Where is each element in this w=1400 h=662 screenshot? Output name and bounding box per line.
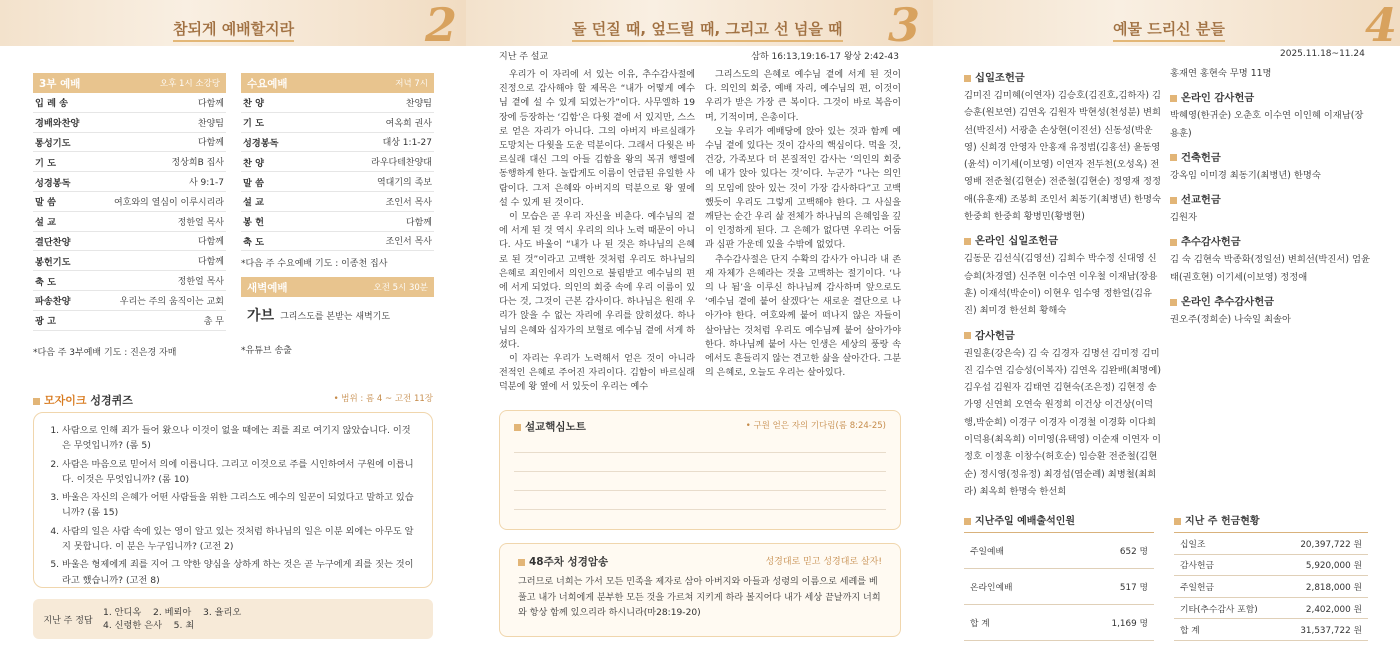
page2-number: 2 [425, 0, 458, 52]
attendance-tag-icon [964, 518, 971, 525]
note-tag-icon [514, 424, 521, 431]
schedule-row [33, 113, 226, 133]
donor-group-heading [1170, 89, 1370, 104]
row-value: 다함께 [197, 138, 224, 149]
donor-names: 김미진 김미혜(이연자) 김승호(김진호,김하자) 김승훈(원보연) 김연옥 김원자 박현성(천성분) 변희선(박진서) 서광춘 손상현(이진선) 신동성(박운영) 신희경 안영자 안홍재 유정범(김홍선) 윤동영(윤석) 이기세(이보영) 이연자 전두천(오성옥) 전영배 전준철(김현순) 전준철(김현순) 정영재 정정애(유훈재) 조봉희 조인서 최동기(최병년) 한명숙 한중희 한중희 황병민(황병현) [964, 90, 1161, 223]
schedule-row [33, 152, 226, 172]
page3-title: 돌 던질 때, 엎드릴 때, 그리고 선 넘을 때 [572, 18, 843, 42]
offering-tag-icon [1174, 518, 1181, 525]
schedule-row [241, 133, 434, 153]
row-value: 다함께 [197, 257, 224, 268]
row-value: 정상희B 집사 [171, 158, 224, 169]
group-tag-icon [1170, 239, 1177, 246]
quiz-tag-icon [33, 398, 40, 405]
row-label: 설 교 [35, 217, 56, 229]
stat-row [964, 605, 1154, 641]
sermon-label: 지난 주 설교 [499, 52, 549, 62]
row-value: 찬양팀 [197, 118, 224, 129]
sermon-column-2 [705, 68, 901, 380]
service3-table [33, 73, 226, 358]
schedule-row [241, 113, 434, 133]
group-tag-icon [964, 332, 971, 339]
sermon-paragraph: 이 자리는 우리가 노력해서 얻은 것이 아니라 전적인 은혜로 주어진 자리이다. 김함이 바르실래 덕분에 왕 옆에 서 있듯이 우리는 예수 [499, 354, 695, 393]
group-title: 추수감사헌금 [1181, 236, 1241, 249]
donor-group-heading [1170, 149, 1370, 164]
stat-row [1174, 533, 1368, 555]
donor-names: 박혜영(한귀순) 오춘호 이수연 이인혜 이재남(장용훈) [1170, 110, 1364, 139]
verse-box [499, 543, 901, 637]
stat-label: 십일조 [1180, 539, 1206, 550]
offering-title: 지난 주 헌금현황 [1185, 516, 1260, 527]
note-title: 설교핵심노트 [525, 421, 586, 433]
stat-row [1174, 598, 1368, 620]
stat-value: 5,920,000 원 [1305, 561, 1362, 572]
offering-date: 2025.11.18~11.24 [1280, 49, 1365, 59]
group-tag-icon [1170, 197, 1177, 204]
donor-names: 홍재연 홍현숙 무명 11명 [1170, 68, 1272, 79]
donor-names: 강옥임 이미경 최동기(최병년) 한명숙 [1170, 169, 1321, 181]
row-label: 봉헌기도 [35, 256, 71, 268]
sermon-meta [499, 49, 899, 62]
group-title: 건축헌금 [1181, 151, 1221, 164]
schedule-row [33, 212, 226, 232]
group-tag-icon [964, 238, 971, 245]
row-label: 기 도 [35, 157, 56, 169]
row-label: 찬 양 [243, 98, 264, 110]
row-value: 정한얼 목사 [177, 217, 224, 228]
stat-label: 주일헌금 [1180, 582, 1214, 593]
donor-names: 김동문 김선식(김영선) 김희수 박수정 신대영 신승희(차경열) 신주현 이수연 이우철 이재남(장용훈) 이재석(박순이) 이현우 임수영 정한얼(김유진) 최미경 한선희 황해숙 [964, 253, 1158, 317]
page4-number: 4 [1365, 0, 1398, 52]
group-tag-icon [1170, 299, 1177, 306]
group-title: 십일조헌금 [975, 72, 1025, 84]
attendance-title: 지난주일 예배출석인원 [975, 516, 1076, 527]
row-label: 기 도 [243, 118, 264, 130]
row-value: 여호와의 열심이 이루시리라 [113, 197, 224, 208]
row-value: 대상 1:1-27 [382, 138, 432, 149]
service3-header: 3부 예배 오후 1시 소강당 [33, 73, 226, 93]
quiz-item: 5. 바울은 형제에게 죄를 지어 그 약한 양심을 상하게 하는 것은 곧 누구에게 죄를 짓는 것이라고 했습니까? (고전 8) [62, 557, 418, 588]
row-label: 결단찬양 [35, 236, 71, 248]
stat-row [964, 533, 1154, 569]
page4-title: 예물 드리신 분들 [1113, 18, 1225, 42]
verse-tag-icon [518, 559, 525, 566]
verse-text: 그러므로 너희는 가서 모든 민족을 제자로 삼아 아버지와 아들과 성령의 이름으로 세례를 베풀고 내가 너희에게 분부한 모든 것을 가르쳐 지키게 하라 볼지어다 내가 세상 끝날까지 너희와 항상 함께 있으리라 하시니라(마28:19-20) [518, 577, 881, 618]
stat-value: 517 명 [1119, 583, 1148, 593]
quiz-answer-bar [33, 599, 433, 639]
group-title: 선교헌금 [1181, 194, 1221, 207]
donor-group-heading [1170, 233, 1370, 248]
quiz-box [33, 412, 433, 588]
stat-value: 2,818,000 원 [1305, 582, 1362, 593]
donor-group-heading [1170, 293, 1370, 308]
row-value: 다함께 [197, 237, 224, 248]
donor-group-heading [964, 232, 1164, 247]
donor-names: 김원자 [1170, 212, 1197, 224]
row-label: 말 씀 [35, 197, 56, 209]
stat-row [964, 569, 1154, 605]
stat-value: 2,402,000 원 [1305, 604, 1362, 615]
schedule-row [33, 133, 226, 153]
quiz-range: • 범위 : 롬 4 ~ 고전 11장 [333, 394, 433, 404]
schedule-row [33, 172, 226, 192]
verse-title: 48주차 성경암송 [529, 556, 609, 568]
schedule-row [241, 232, 434, 252]
schedule-row [241, 93, 434, 113]
row-label: 경배와찬양 [35, 118, 80, 130]
row-value: 역대기의 족보 [376, 178, 432, 189]
stat-value: 1,169 명 [1111, 619, 1148, 629]
group-title: 감사헌금 [975, 329, 1015, 342]
row-label: 성경봉독 [243, 137, 279, 149]
quiz-item: 3. 바울은 자신의 은혜가 어떤 사람들을 위한 그리스도 예수의 일꾼이 되었다고 말하고 있습니까? (롬 15) [62, 490, 418, 521]
page3-number: 3 [888, 0, 921, 52]
schedule-row [33, 93, 226, 113]
wednesday-table [241, 73, 434, 356]
row-value: 조인서 목사 [385, 237, 432, 248]
wednesday-header: 수요예배 저녁 7시 [241, 73, 434, 93]
wednesday-note: *다음 주 수요예배 기도 : 이종천 집사 [241, 259, 388, 270]
schedule-row [33, 251, 226, 271]
quiz-item: 1. 사람으로 인해 죄가 들어 왔으나 이것이 없을 때에는 죄를 죄로 여기지 않았습니다. 이것은 무엇입니까? (롬 5) [62, 423, 418, 454]
dawn-logo-row [241, 297, 434, 333]
schedule-row [241, 172, 434, 192]
row-label: 통성기도 [35, 137, 71, 149]
answer-label: 지난 주 정답 [43, 615, 93, 626]
donor-names: 권일훈(강은숙) 김 숙 김경자 김명선 김미정 김미진 김수연 김승성(이복자) 김연옥 김완배(최명예) 김우섭 김원자 김태연 김현숙(조은정) 김현정 송가영 신연희 오연숙 원정희 이건상 이건상(이덕행,박순희) 이경구 이경자 이경철 이경화 이다희 이덕용(최옥희) 이미영(유택영) 이순재 이연자 이정호 이정훈 이창수(허호순) 임승환 전준철(김현순) 정시영(정유정) 최경섭(염순례) 최병철(최희라) 최옥희 한명숙 한선희 [964, 347, 1161, 497]
group-tag-icon [1170, 154, 1177, 161]
schedule-row [33, 291, 226, 311]
schedule-row [241, 212, 434, 232]
row-label: 입 례 송 [35, 98, 69, 110]
quiz-title: 성경퀴즈 [90, 394, 133, 407]
stat-label: 감사헌금 [1180, 561, 1214, 572]
stat-value: 31,537,722 원 [1300, 626, 1362, 637]
sermon-paragraph: 추수감사절은 단지 수확의 감사가 아니라 내 존재 자체가 은혜라는 것을 고백하는 절기이다. ‘나의 나 됨’을 이루신 하나님께 감사하며 앞으로도 ‘예수님 곁에 붙어 살겠다’는 새로운 결단으로 나아가야 한다. 여호와께 붙어 떠나지 않은 자들이 살아남는 것처럼 우리도 예수님께 붙어 살아가야 한다. 하나님께 붙어 사는 인생은 세상의 풍랑 속에서도 흔들리지 않는 견고한 삶을 살아간다. 그분의 은혜로, 오늘도 우리는 살아있다. [705, 254, 901, 379]
stat-value: 652 명 [1119, 547, 1148, 557]
schedule-row [241, 192, 434, 212]
service3-note: *다음 주 3부예배 기도 : 진은경 자매 [33, 347, 177, 358]
group-title: 온라인 추수감사헌금 [1181, 296, 1275, 309]
row-value: 총 무 [203, 316, 224, 327]
row-value: 다함께 [197, 98, 224, 109]
row-label: 찬 양 [243, 157, 264, 169]
row-label: 성경봉독 [35, 177, 71, 189]
quiz-item: 4. 사람의 일은 사람 속에 있는 영이 알고 있는 것처럼 하나님의 일은 이분 외에는 아무도 알지 못합니다. 이 분은 누구입니까? (고전 2) [62, 524, 418, 555]
attendance-table [964, 512, 1154, 641]
stat-label: 합 계 [1180, 626, 1200, 637]
row-label: 축 도 [35, 276, 56, 288]
row-value: 사 9:1-7 [188, 178, 224, 189]
sermon-reference: 삼하 16:13,19:16-17 왕상 2:42-43 [751, 52, 899, 62]
quiz-title-brand: 모자이크 [44, 394, 87, 407]
row-label: 말 씀 [243, 177, 264, 189]
donor-column-1 [964, 62, 1164, 500]
donor-group-heading [964, 69, 1164, 84]
dawn-logo: 가브 [247, 308, 275, 325]
dawn-header: 새벽예배 오전 5시 30분 [241, 277, 434, 297]
row-value: 라우다테찬양대 [371, 158, 432, 169]
schedule-row [33, 232, 226, 252]
row-value: 찬양팀 [405, 98, 432, 109]
stat-row [1174, 619, 1368, 641]
group-title: 온라인 십일조헌금 [975, 235, 1059, 248]
quiz-item: 2. 사람은 마음으로 믿어서 의에 이릅니다. 그리고 이것으로 주를 시인하여서 구원에 이릅니다. 이것은 무엇입니까? (롬 10) [62, 457, 418, 488]
row-label: 봉 헌 [243, 217, 264, 229]
sermon-paragraph: 그리스도의 은혜로 예수님 곁에 서게 된 것이다. 의인의 회중, 예배 자리, 예수님의 편, 이것이 우리가 받은 가장 큰 복이다. 그것이 바로 복음이며, 기적이며, 은총이다. [705, 70, 901, 123]
row-value: 우리는 주의 움직이는 교회 [119, 296, 224, 307]
row-value: 여옥희 권사 [385, 118, 432, 129]
row-label: 축 도 [243, 236, 264, 248]
donor-names: 김 숙 김현숙 박종화(정일선) 변희선(박진서) 엄윤태(권호현) 이기세(이보영) 정정애 [1170, 254, 1370, 283]
stat-row [1174, 576, 1368, 598]
stat-label: 주일예배 [970, 547, 1004, 557]
schedule-row [33, 311, 226, 331]
row-value: 정한얼 목사 [177, 277, 224, 288]
row-label: 광 고 [35, 316, 56, 328]
row-label: 파송찬양 [35, 296, 71, 308]
sermon-paragraph: 우리가 이 자리에 서 있는 이유, 추수감사절에 진정으로 감사해야 할 제목은 “내가 어떻게 예수님 곁에 설 수 있게 되었는가”이다. 사무엘하 19장에 등장하는 ‘김함’은 다윗 곁에 서 있지만, 스스로 얻은 자리가 아니다. 그의 아버지 바르실래가 도망치는 다윗을 도운 덕분이다. 그래서 다윗은 바르실래 대신 그의 아들 김함을 왕의 복귀 행렬에 동행하게 한다. 놀랍게도 이름이 언급된 유일한 사람이다. 그저 은혜와 아버지의 덕분으로 왕 옆에 설 수 있게 된 것이다. [499, 70, 695, 208]
schedule-row [241, 152, 434, 172]
row-value: 다함께 [405, 217, 432, 228]
dawn-note: *유튜브 송출 [241, 346, 292, 357]
page2-title: 참되게 예배할지라 [173, 18, 294, 42]
quiz-heading [33, 392, 433, 408]
answer-list: 1. 안디옥 2. 베뢰아 3. 율리오 4. 신령한 은사 5. 최 [103, 607, 242, 631]
donor-group-heading [1170, 191, 1370, 206]
group-title: 온라인 감사헌금 [1181, 92, 1255, 105]
sermon-paragraph: 오늘 우리가 예배당에 앉아 있는 것과 함께 예수님 곁에 있다는 것이 감사의 핵심이다. 먹을 것, 건강, 가족보다 더 본질적인 감사는 ‘의인의 회중에 내가 앉아 있다는 것’이다. 누군가 “나는 의인의 모임에 앉아 있는 것이 가장 감사하다”고 고백했듯이 우리도 그렇게 고백해야 한다. 그 사실을 깨닫는 순간 우리 삶 전체가 하나님의 은혜임을 깊이 인정하게 된다. 그 은혜가 없다면 우리는 어둠과 심판 가운데 있을 수밖에 없었다. [705, 126, 901, 251]
stat-row [1174, 555, 1368, 577]
group-tag-icon [1170, 95, 1177, 102]
schedule-row [33, 192, 226, 212]
offering-table [1174, 512, 1368, 641]
stat-label: 합 계 [970, 619, 990, 629]
sermon-note-box [499, 410, 901, 530]
verse-subtitle: 성경대로 믿고 성경대로 살자! [765, 557, 882, 567]
sermon-paragraph: 이 모습은 곧 우리 자신을 비춘다. 예수님의 곁에 서게 된 것 역시 우리의 의나 노력 때문이 아니다. 사도 바울이 “내가 나 된 것은 하나님의 은혜로 된 것”이라고 고백한 것처럼 우리도 하나님의 은혜로 죄인에서 의인으로 불림받고 예수님의 편에 서게 되었다. 의인의 회중 속에 우리 이름이 있다는 것, 그것이 근본 감사이다. 하나님은 원래 우리가 앉을 수 없는 자리에 우리를 앉히셨다. 하나님의 은혜와 십자가의 보혈로 예수님 곁에 서게 하셨다. [499, 212, 695, 350]
group-tag-icon [964, 75, 971, 82]
row-label: 설 교 [243, 197, 264, 209]
dawn-caption: 그리스도를 본받는 새벽기도 [280, 311, 391, 322]
stat-value: 20,397,722 원 [1300, 539, 1362, 550]
stat-label: 온라인예배 [970, 583, 1013, 593]
sermon-column-1 [499, 68, 695, 395]
stat-label: 기타(추수감사 포함) [1180, 604, 1258, 615]
donor-group-heading [964, 327, 1164, 342]
row-value: 조인서 목사 [385, 197, 432, 208]
donor-names: 권오주(정희순) 나숙일 최솔아 [1170, 314, 1291, 326]
schedule-row [33, 271, 226, 291]
donor-column-2 [1170, 62, 1370, 328]
note-subtitle: • 구원 얻은 자의 기다림(롬 8:24-25) [745, 421, 886, 431]
